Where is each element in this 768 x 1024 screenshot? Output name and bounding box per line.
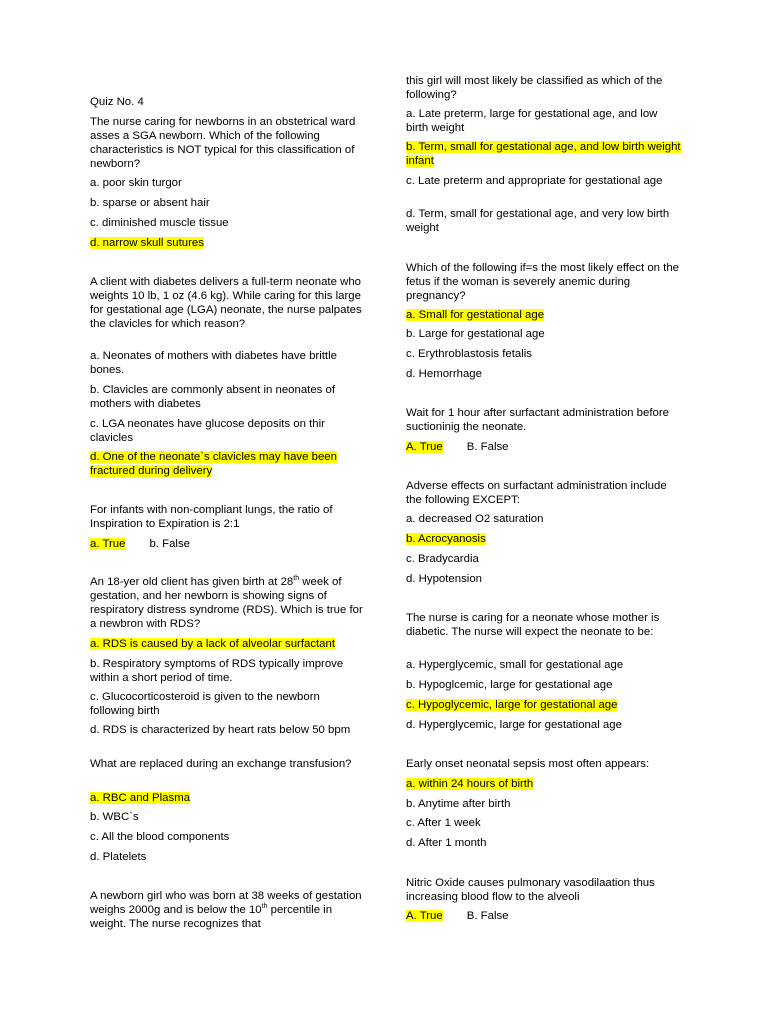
q4-option-a-answer: a. RDS is caused by a lack of alveolar surfactant [90, 638, 336, 650]
q2-option-c: c. LGA neonates have glucose deposits on thir clavicles [90, 418, 325, 444]
q3-option-b: b. False [149, 538, 190, 550]
q12-option-a-answer: A. True [406, 910, 443, 922]
quiz-title: Quiz No. 4 [90, 96, 144, 108]
q10-stem: The nurse is caring for a neonate whose mother is diabetic. The nurse will expect the neonate to be: [406, 612, 660, 638]
q6-option-b-answer: b. Term, small for gestational age, and low birth weight infant [406, 141, 681, 167]
q6-option-c: c. Late preterm and appropriate for gestational age [406, 175, 663, 187]
q11-stem: Early onset neonatal sepsis most often appears: [406, 758, 650, 770]
q7-option-c: c. Erythroblastosis fetalis [406, 348, 532, 360]
q9-option-c: c. Bradycardia [406, 553, 479, 565]
q5-option-c: c. All the blood components [90, 831, 230, 843]
q7-option-d: d. Hemorrhage [406, 368, 482, 380]
q4-option-b: b. Respiratory symptoms of RDS typically improve within a short period of time. [90, 658, 344, 684]
q7-stem: Which of the following if=s the most likely effect on the fetus if the woman is severely anemic during pregnancy? [406, 262, 679, 302]
q2-option-d-answer: d. One of the neonate`s clavicles may have been fractured during delivery [90, 451, 337, 477]
q8-option-a-answer: A. True [406, 441, 443, 453]
q1-option-c: c. diminished muscle tissue [90, 217, 229, 229]
q6-stem: A newborn girl who was born at 38 weeks of gestation weighs 2000g and is below the 10th percentile in weight. The nurse recognizes that [90, 890, 362, 930]
q2-option-a: a. Neonates of mothers with diabetes have brittle bones. [90, 350, 337, 376]
q10-option-c-answer: c. Hypoglycemic, large for gestational age [406, 699, 618, 711]
q5-option-b: b. WBC`s [90, 811, 139, 823]
q4-stem: An 18-yer old client has given birth at 28th week of gestation, and her newborn is showing signs of respiratory distress syndrome (RDS). Which is true for a newbron with RDS? [90, 575, 363, 630]
q3-options [90, 537, 366, 551]
q2-option-b: b. Clavicles are commonly absent in neonates of mothers with diabetes [90, 384, 336, 410]
q6-option-d: d. Term, small for gestational age, and very low birth weight [406, 208, 670, 234]
q4-option-c: c. Glucocorticosteroid is given to the newborn following birth [90, 691, 320, 717]
q12-option-b: B. False [466, 910, 509, 922]
q8-option-b: B. False [466, 441, 509, 453]
q7-option-a-answer: a. Small for gestational age [406, 309, 545, 321]
q11-option-d: d. After 1 month [406, 837, 487, 849]
q1-option-b: b. sparse or absent hair [90, 197, 210, 209]
q1-option-d-answer: d. narrow skull sutures [90, 237, 204, 249]
q9-stem: Adverse effects on surfactant administration include the following EXCEPT: [406, 480, 667, 506]
q3-stem: For infants with non-compliant lungs, the ratio of Inspiration to Expiration is 2:1 [90, 504, 333, 530]
q5-option-a-answer: a. RBC and Plasma [90, 792, 191, 804]
q10-option-b: b. Hypoglcemic, large for gestational age [406, 679, 613, 691]
q9-option-b-answer: b. Acrocyanosis [406, 533, 486, 545]
q11-option-a-answer: a. within 24 hours of birth [406, 778, 534, 790]
q7-option-b: b. Large for gestational age [406, 328, 545, 340]
q12-stem: Nitric Oxide causes pulmonary vasodilaation thus increasing blood flow to the alveoli [406, 877, 655, 903]
q2-stem: A client with diabetes delivers a full-term neonate who weights 10 lb, 1 oz (4.6 kg). While caring for this large for gestational age (LGA) neonate, the nurse palpates the clavicles for which reason? [90, 276, 362, 330]
q3-option-a-answer: a. True [90, 538, 126, 550]
q1-stem: The nurse caring for newborns in an obstetrical ward asses a SGA newborn. Which of the following characteristics is NOT typical for this classification of newborn? [90, 116, 356, 170]
q10-option-d: d. Hyperglycemic, large for gestational age [406, 719, 622, 731]
q5-option-d: d. Platelets [90, 851, 147, 863]
q12-options [406, 909, 682, 923]
q8-options [406, 440, 682, 454]
q10-option-a: a. Hyperglycemic, small for gestational age [406, 659, 624, 671]
q5-stem: What are replaced during an exchange transfusion? [90, 758, 352, 770]
q9-option-d: d. Hypotension [406, 573, 482, 585]
q9-option-a: a. decreased O2 saturation [406, 513, 544, 525]
q8-stem: Wait for 1 hour after surfactant administration before suctioninig the neonate. [406, 407, 669, 433]
q4-option-d: d. RDS is characterized by heart rats below 50 bpm [90, 724, 351, 736]
q6-stem-continued: this girl will most likely be classified as which of the following? [406, 75, 663, 101]
q11-option-b: b. Anytime after birth [406, 798, 511, 810]
q1-option-a: a. poor skin turgor [90, 177, 182, 189]
q11-option-c: c. After 1 week [406, 817, 481, 829]
q6-option-a: a. Late preterm, large for gestational age, and low birth weight [406, 108, 658, 134]
